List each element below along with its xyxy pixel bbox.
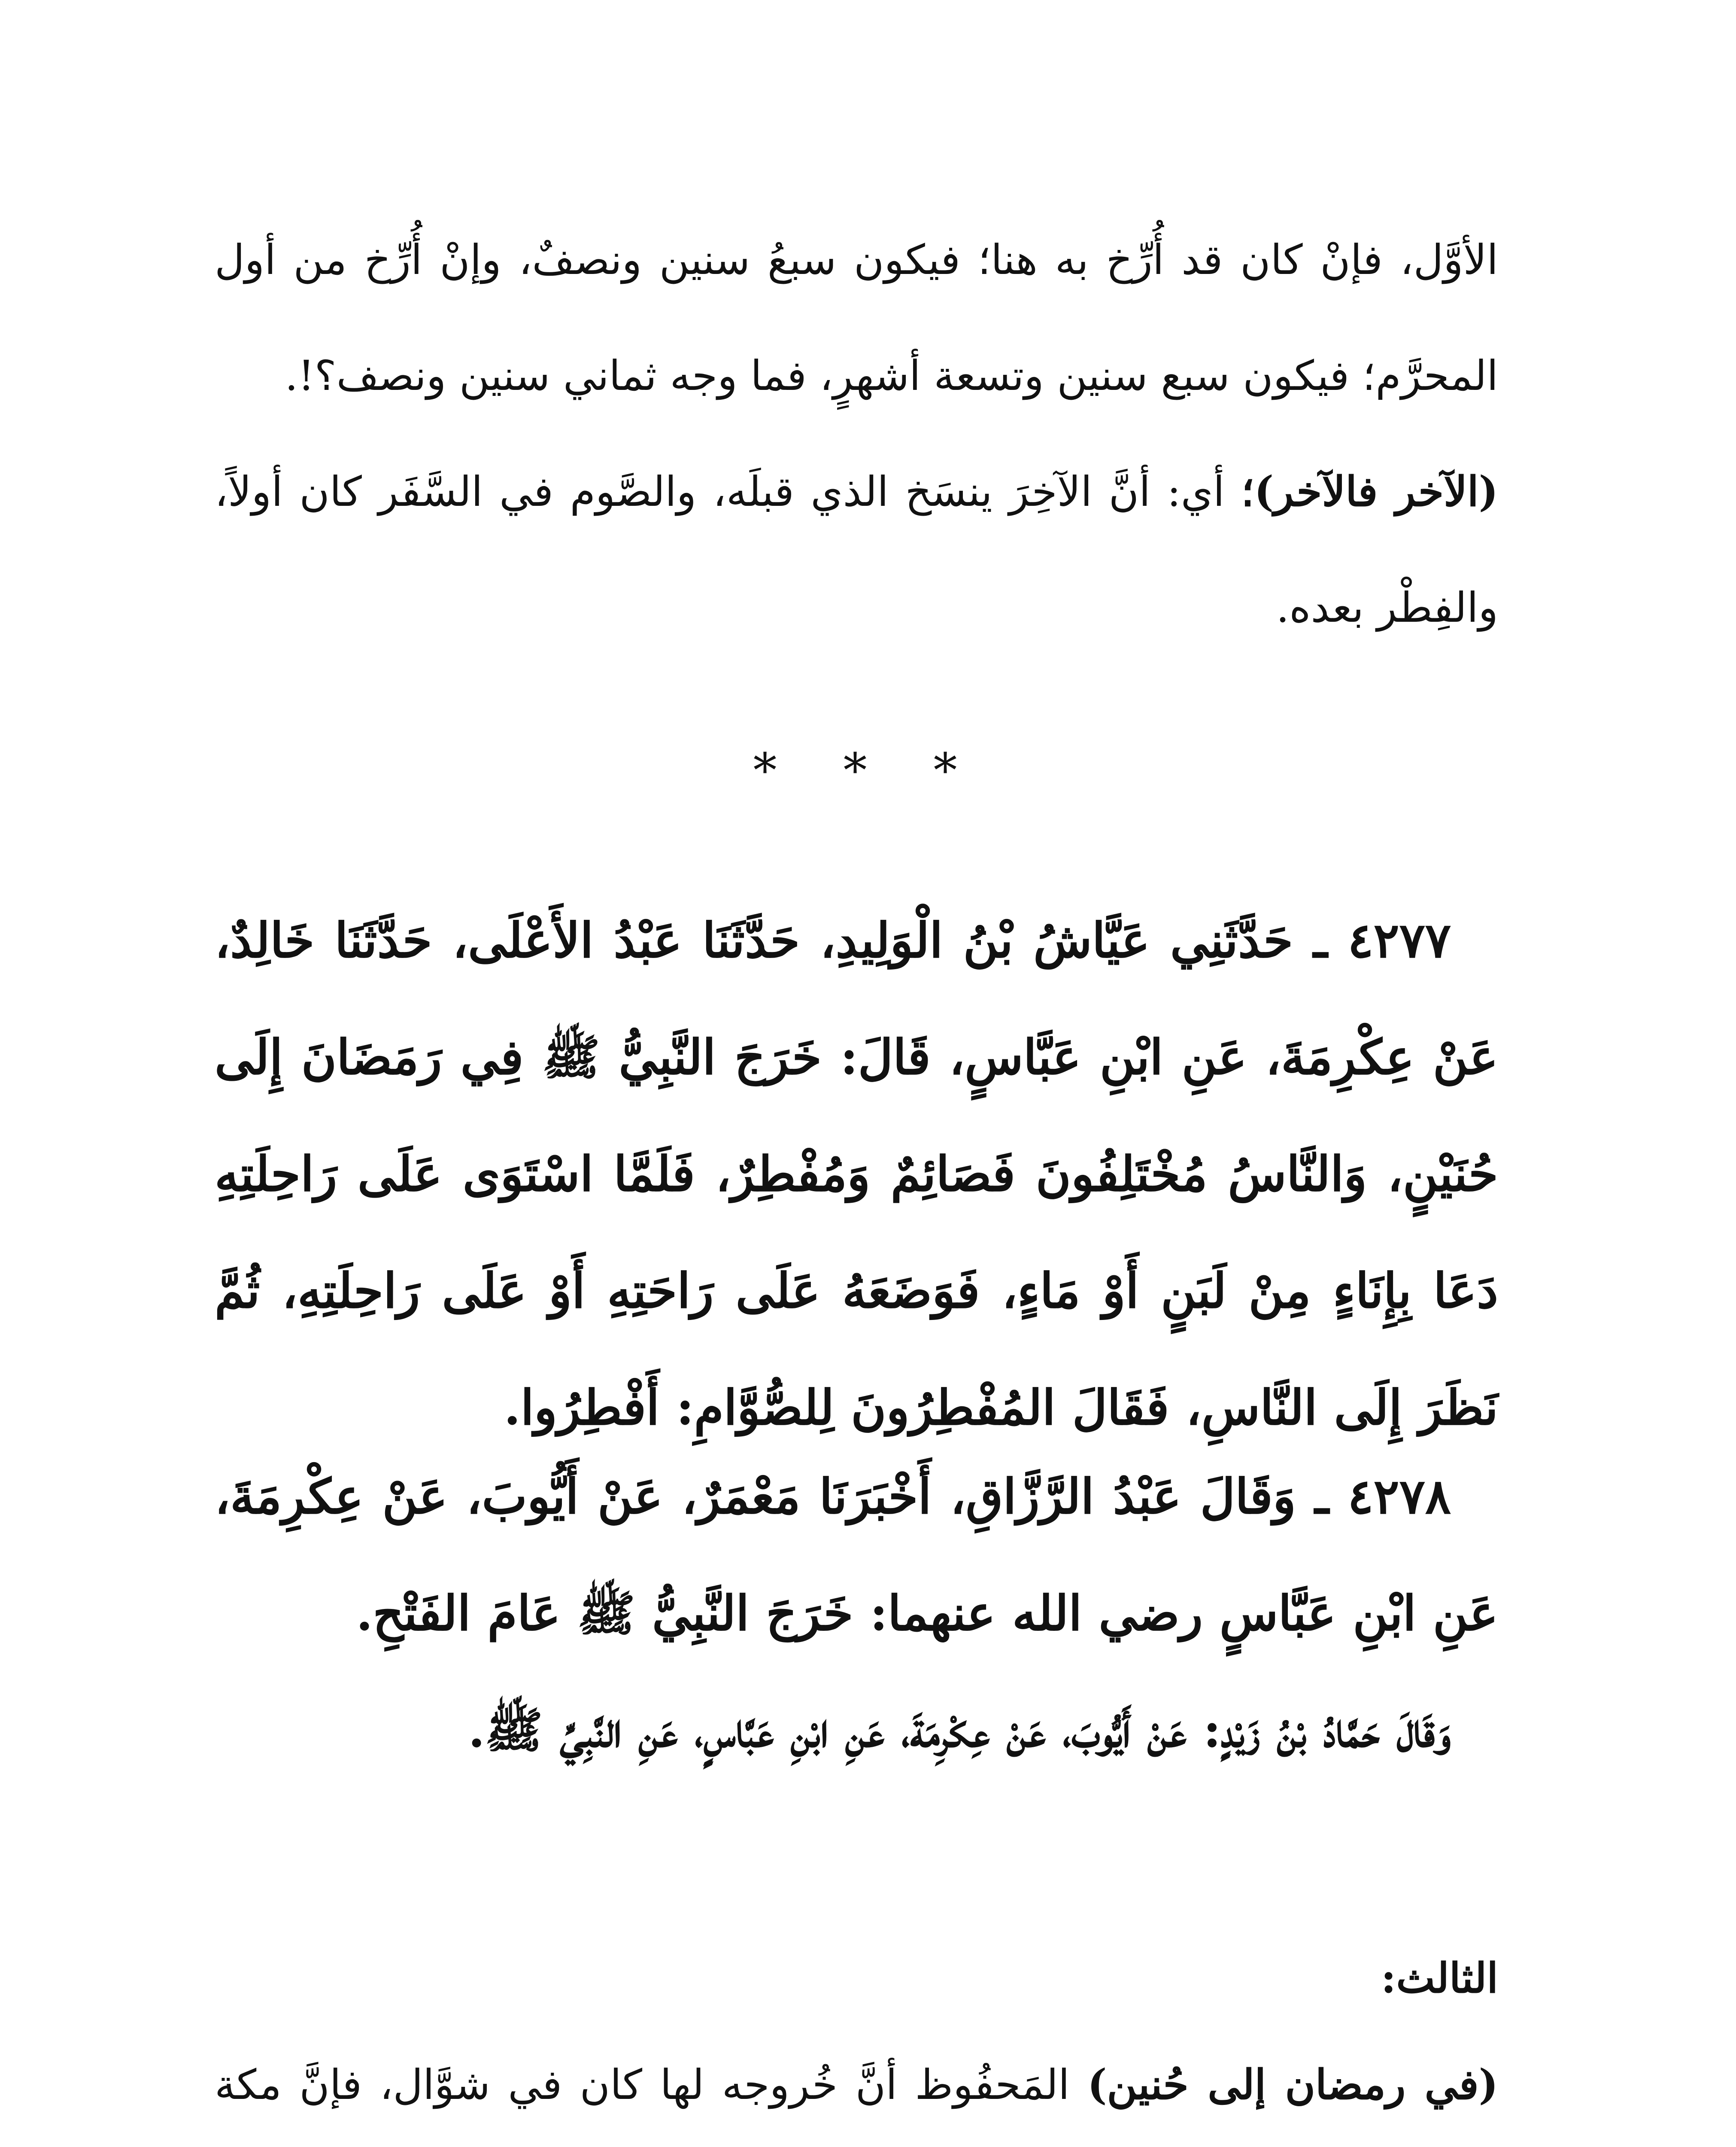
hadith-4277 — [215, 882, 1498, 1466]
section-separator: * * * — [753, 743, 983, 798]
commentary-bottom — [215, 2027, 1498, 2147]
hadith-4278 — [215, 1438, 1498, 1789]
hadith-4278-continuation: وَقَالَ حَمَّادُ بْنُ زَيْدٍ: عَنْ أَيُّوبَ، عَنْ عِكْرِمَةَ، عَنِ ابْنِ عَبَّاسٍ، عَنِ النَّبِيِّ ﷺ. — [468, 1702, 1451, 1758]
hadith-4278-text: ٤٢٧٨ ـ وَقَالَ عَبْدُ الرَّزَّاقِ، أَخْبَرَنَا مَعْمَرٌ، عَنْ أَيُّوبَ، عَنْ عِكْرِمَةَ، عَنِ ابْنِ عَبَّاسٍ رضي الله عنهما: خَرَجَ النَّبِيُّ ﷺ عَامَ الفَتْحِ. — [215, 1469, 1498, 1642]
commentary-paragraph-2 — [215, 434, 1498, 666]
commentary-paragraph-2-text: أي: أنَّ الآخِرَ ينسَخ الذي قبلَه، والصَّوم في السَّفَر كان أولاً، والفِطْر بعده. — [215, 468, 1498, 632]
commentary-bottom-paragraph — [215, 2027, 1498, 2147]
commentary-bottom-lead: (في رمضان إلى حُنين) — [1087, 2060, 1498, 2109]
commentary-top — [215, 202, 1498, 666]
commentary-paragraph-1: الأوَّل، فإنْ كان قد أُرِّخ به هنا؛ فيكون سبعُ سنين ونصفٌ، وإنْ أُرِّخ من أول المحرَّم؛ فيكون سبع سنين وتسعة أشهرٍ، فما وجه ثماني سنين ونصف؟!. — [215, 236, 1498, 400]
commentary-lead-phrase: (الآخر فالآخر)؛ — [1241, 467, 1499, 516]
commentary-bottom-text: المَحفُوظ أنَّ خُروجه لها كان في شوَّال، فإنَّ مكة — [215, 2061, 1070, 2109]
section-heading-third: الثالث: — [1381, 1954, 1498, 2002]
hadith-4277-text: ٤٢٧٧ ـ حَدَّثَنِي عَيَّاشُ بْنُ الْوَلِيدِ، حَدَّثَنَا عَبْدُ الأَعْلَى، حَدَّثَنَا خَالِدٌ، عَنْ عِكْرِمَةَ، عَنِ ابْنِ عَبَّاسٍ، قَالَ: خَرَجَ النَّبِيُّ ﷺ فِي رَمَضَانَ إِلَى حُنَيْنٍ، وَالنَّاسُ مُخْتَلِفُونَ فَصَائِمٌ وَمُفْطِرٌ، فَلَمَّا اسْتَوَى عَلَى رَاحِلَتِهِ دَعَا بِإِنَاءٍ مِنْ لَبَنٍ أَوْ مَاءٍ، فَوَضَعَهُ عَلَى رَاحَتِهِ أَوْ عَلَى رَاحِلَتِهِ، ثُمَّ نَظَرَ إِلَى النَّاسِ، فَقَالَ المُفْطِرُونَ لِلصُّوَّامِ: أَفْطِرُوا. — [215, 912, 1498, 1436]
